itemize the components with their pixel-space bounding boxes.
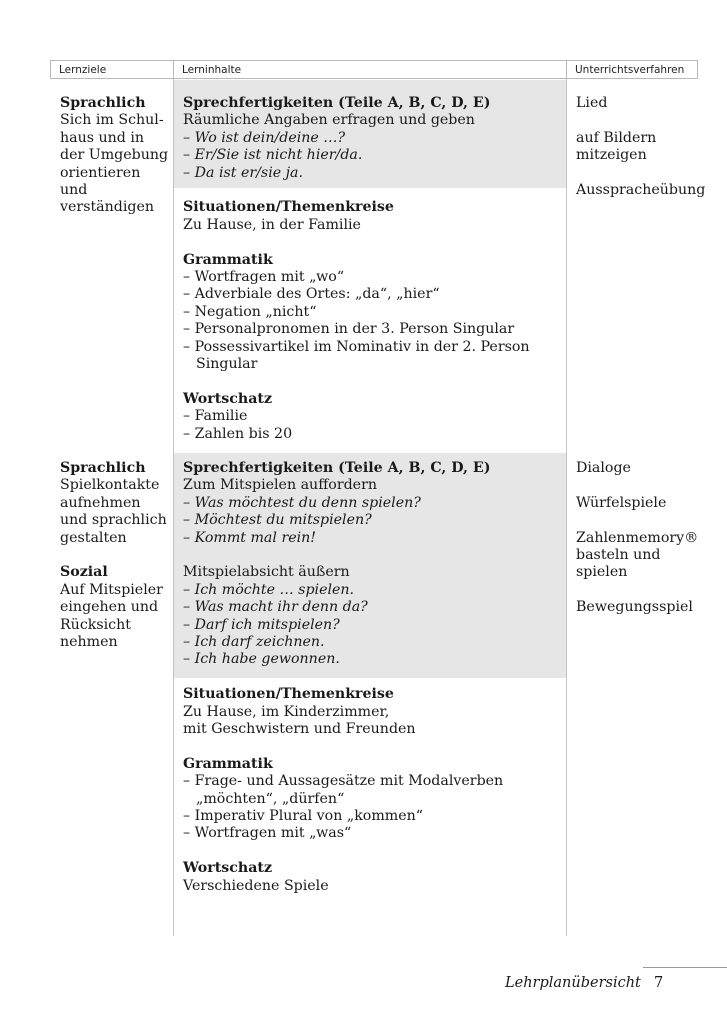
goal-line: eingehen und	[60, 599, 159, 616]
example-line: – Er/Sie ist nicht hier/da.	[183, 147, 363, 164]
method-item: Dialoge	[576, 460, 631, 476]
speaking-subtitle: Zum Mitspielen auffordern	[183, 477, 377, 494]
speaking-subtitle-2: Mitspielabsicht äußern	[183, 564, 350, 581]
header-lernziele: Lernziele	[50, 60, 174, 79]
example-line: – Ich möchte … spielen.	[183, 581, 355, 598]
method-item: Würfelspiele	[576, 494, 667, 511]
goal-title-social: Sozial	[60, 564, 108, 581]
goal-title: Sprachlich	[60, 460, 146, 476]
goal-line: verständigen	[60, 199, 155, 216]
grammar-item: – Wortfragen mit „was“	[183, 825, 352, 842]
header-lerninhalte: Lerninhalte	[173, 60, 567, 79]
grammar-item: – Imperativ Plural von „kommen“	[183, 808, 424, 825]
situations-title: Situationen/Themenkreise	[183, 686, 394, 703]
goal-line: orientieren	[60, 164, 141, 181]
speaking-title: Sprechfertigkeiten (Teile A, B, C, D, E)	[183, 460, 491, 476]
situations-line: Zu Hause, im Kinderzimmer,	[183, 703, 390, 720]
method-item: Ausspracheübung	[576, 182, 706, 198]
grammar-title: Grammatik	[183, 755, 273, 772]
example-line: – Kommt mal rein!	[183, 529, 316, 546]
section1-contents	[183, 95, 530, 443]
goal-line: nehmen	[60, 634, 118, 651]
method-item: Lied	[576, 95, 608, 111]
section2-goals	[60, 460, 167, 651]
goal-line: aufnehmen	[60, 494, 141, 511]
vocab-title: Wortschatz	[183, 390, 273, 407]
situations-line: mit Geschwistern und Freunden	[183, 721, 416, 738]
section1-methods	[576, 95, 705, 199]
grammar-title: Grammatik	[183, 251, 273, 268]
column-divider-left	[173, 79, 174, 936]
goal-line: gestalten	[60, 529, 127, 546]
method-item: spielen	[576, 564, 628, 581]
goal-line: Sich im Schul-	[60, 112, 164, 129]
example-line: – Was möchtest du denn spielen?	[183, 494, 421, 511]
grammar-item: – Wortfragen mit „wo“	[183, 269, 345, 286]
grammar-item-continuation: „möchten“, „dürfen“	[196, 790, 345, 807]
footer-title: Lehrplanübersicht	[505, 975, 641, 991]
vocab-text: Verschiedene Spiele	[183, 877, 329, 894]
example-line: – Darf ich mitspielen?	[183, 616, 340, 633]
example-line: – Da ist er/sie ja.	[183, 164, 304, 181]
example-line: – Möchtest du mitspielen?	[183, 512, 372, 529]
example-line: – Ich darf zeichnen.	[183, 634, 325, 651]
goal-line: und	[60, 182, 88, 199]
method-item: Zahlenmemory®	[576, 529, 699, 546]
method-item: basteln und	[576, 547, 661, 563]
goal-title: Sprachlich	[60, 95, 146, 111]
header-unterrichtsverfahren: Unterrichtsverfahren	[566, 60, 698, 79]
goal-line: und sprachlich	[60, 512, 167, 529]
section1-goals	[60, 95, 168, 217]
example-line: – Wo ist dein/deine …?	[183, 129, 346, 146]
section2-contents	[183, 460, 503, 895]
speaking-subtitle: Räumliche Angaben erfragen und geben	[183, 112, 475, 129]
grammar-item: – Personalpronomen in der 3. Person Singular	[183, 321, 515, 338]
method-item: Bewegungsspiel	[576, 599, 693, 616]
grammar-item: – Frage- und Aussagesätze mit Modalverben	[183, 773, 504, 790]
goal-line: Rücksicht	[60, 616, 131, 633]
vocab-item: – Familie	[183, 408, 248, 425]
situations-text: Zu Hause, in der Familie	[183, 216, 361, 233]
goal-line: der Umgebung	[60, 147, 169, 164]
grammar-item: – Negation „nicht“	[183, 303, 317, 320]
goal-line: haus und in	[60, 129, 145, 146]
grammar-item-continuation: Singular	[196, 356, 258, 373]
grammar-item: – Possessivartikel im Nominativ in der 2. Person	[183, 338, 530, 355]
goal-line: Spielkontakte	[60, 477, 160, 494]
vocab-title: Wortschatz	[183, 860, 273, 877]
page-number: 7	[654, 975, 664, 991]
situations-title: Situationen/Themenkreise	[183, 199, 394, 216]
speaking-title: Sprechfertigkeiten (Teile A, B, C, D, E)	[183, 95, 491, 111]
example-line: – Ich habe gewonnen.	[183, 651, 340, 668]
method-item: mitzeigen	[576, 147, 647, 164]
vocab-item: – Zahlen bis 20	[183, 425, 293, 442]
footer-rule	[643, 967, 727, 968]
grammar-item: – Adverbiale des Ortes: „da“, „hier“	[183, 286, 440, 303]
column-divider-right	[566, 79, 567, 936]
section2-methods	[576, 460, 698, 617]
example-line: – Was macht ihr denn da?	[183, 599, 368, 616]
goal-line: Auf Mitspieler	[60, 581, 163, 598]
method-item: auf Bildern	[576, 129, 657, 146]
